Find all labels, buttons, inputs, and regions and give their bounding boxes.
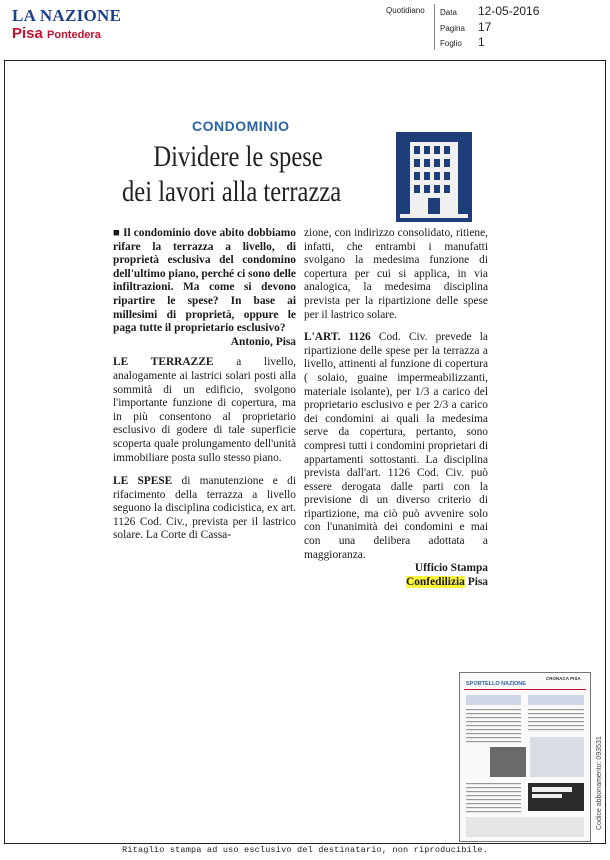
article-column-right: [304, 227, 488, 589]
header-divider: [434, 4, 435, 50]
subscription-code: [596, 700, 608, 830]
date-label: Data: [440, 8, 457, 17]
page-label: Pagina: [440, 24, 465, 33]
question-signature: Antonio, Pisa: [230, 335, 296, 348]
subscription-code-text: Codice abbonamento: 093531: [596, 736, 603, 830]
masthead: [0, 0, 610, 60]
paragraph-text: di manutenzione e di rifacimento della terrazza a livello seguono la disciplina codicistica, ex art. 1126 Cod. Civ., prevista per il lastrico solare. La Corte di Cassa-: [113, 475, 296, 542]
article-title: [122, 139, 342, 209]
highlighted-org: Confedilizia: [406, 575, 465, 588]
newspaper-logo: LA NAZIONE: [12, 6, 122, 25]
paragraph-lead: L'ART. 1126: [304, 331, 371, 344]
paragraph-text: Cod. Civ. prevede la ripartizione delle spese per la terrazza a livello, attinenti al funzione di copertura ( solaio, guaine impermeabilizzanti, materiale isolante), per 1/3 a carico del proprietario esclusivo e per 2/3 a carico dei condomini ai quali la medesima serve da copertura, pertanto, sono compresi tutti i condomini proprietari di appartamenti sottostanti. La disciplina prevista dall'art. 1126 Cod. Civ. può essere derogata dalle parti con la previsione di un diverso criterio di ripartizione, ma ciò può avvenire solo con l'unanimità dei condomini e mai con una delibera adottata a maggioranza.: [304, 331, 488, 561]
paragraph-lead: LE SPESE: [113, 475, 173, 488]
article-column-left: [113, 227, 296, 543]
question-text: Il condominio dove abito dobbiamo rifare la terrazza a livello, di proprietà esclusiva del condomino dell'ultimo piano, perché ci sono delle infiltrazioni. Ma come si devono ripartire le spese? In base ai millesimi di proprietà, oppure le paga tutte il proprietario esclusivo?: [113, 227, 296, 335]
article-kicker: CONDOMINIO: [192, 118, 290, 134]
edition-name: Pontedera: [47, 29, 101, 41]
paragraph-art1126: [304, 331, 488, 562]
paragraph-lead: LE TERRAZZE: [113, 356, 214, 369]
sheet-value: 1: [478, 35, 485, 49]
author-city: Pisa: [467, 575, 488, 588]
footer-notice: Ritaglio stampa ad uso esclusivo del destinatario, non riproducibile.: [122, 845, 488, 855]
author-office: Ufficio Stampa: [414, 562, 488, 575]
page-thumbnail: [459, 672, 591, 842]
author-organization: [304, 576, 488, 590]
thumbnail-layout: [460, 673, 590, 841]
page-value: 17: [478, 20, 492, 34]
sheet-label: Foglio: [440, 39, 462, 48]
title-line-2: dei lavori alla terrazza: [122, 175, 342, 208]
paragraph-spese: [113, 475, 296, 543]
publication-type: Quotidiano: [386, 6, 425, 15]
date-value: 12-05-2016: [478, 4, 540, 18]
paragraph-terrazze: [113, 356, 296, 465]
thumbnail-section: SPORTELLO NAZIONE: [466, 681, 526, 687]
edition-city: Pisa: [12, 25, 43, 42]
building-icon: [396, 132, 472, 222]
paragraph-cassazione: zione, con indirizzo consolidato, ritiene, infatti, che entrambi i manufatti svolgano la medesima funzione di copertura per cui si applica, in via analogica, la medesima disciplina prevista per la ripartizione delle spese per il lastrico solare.: [304, 227, 488, 321]
edition-logo: [12, 25, 101, 42]
reader-question: [113, 227, 296, 336]
title-line-1: Dividere le spese: [153, 140, 323, 173]
thumbnail-page-label: CRONACA PISA: [546, 676, 581, 681]
bullet-icon: ■: [113, 227, 124, 239]
paragraph-text: a livello, analogamente ai lastrici solari posti alla sommità di un edificio, svolgono l'importante funzione di copertura, ma in più consentono al proprietario esclusivo di godere di tale superficie scoperta quale prolungamento dell'unità immobiliare posta sullo stesso piano.: [113, 356, 296, 464]
